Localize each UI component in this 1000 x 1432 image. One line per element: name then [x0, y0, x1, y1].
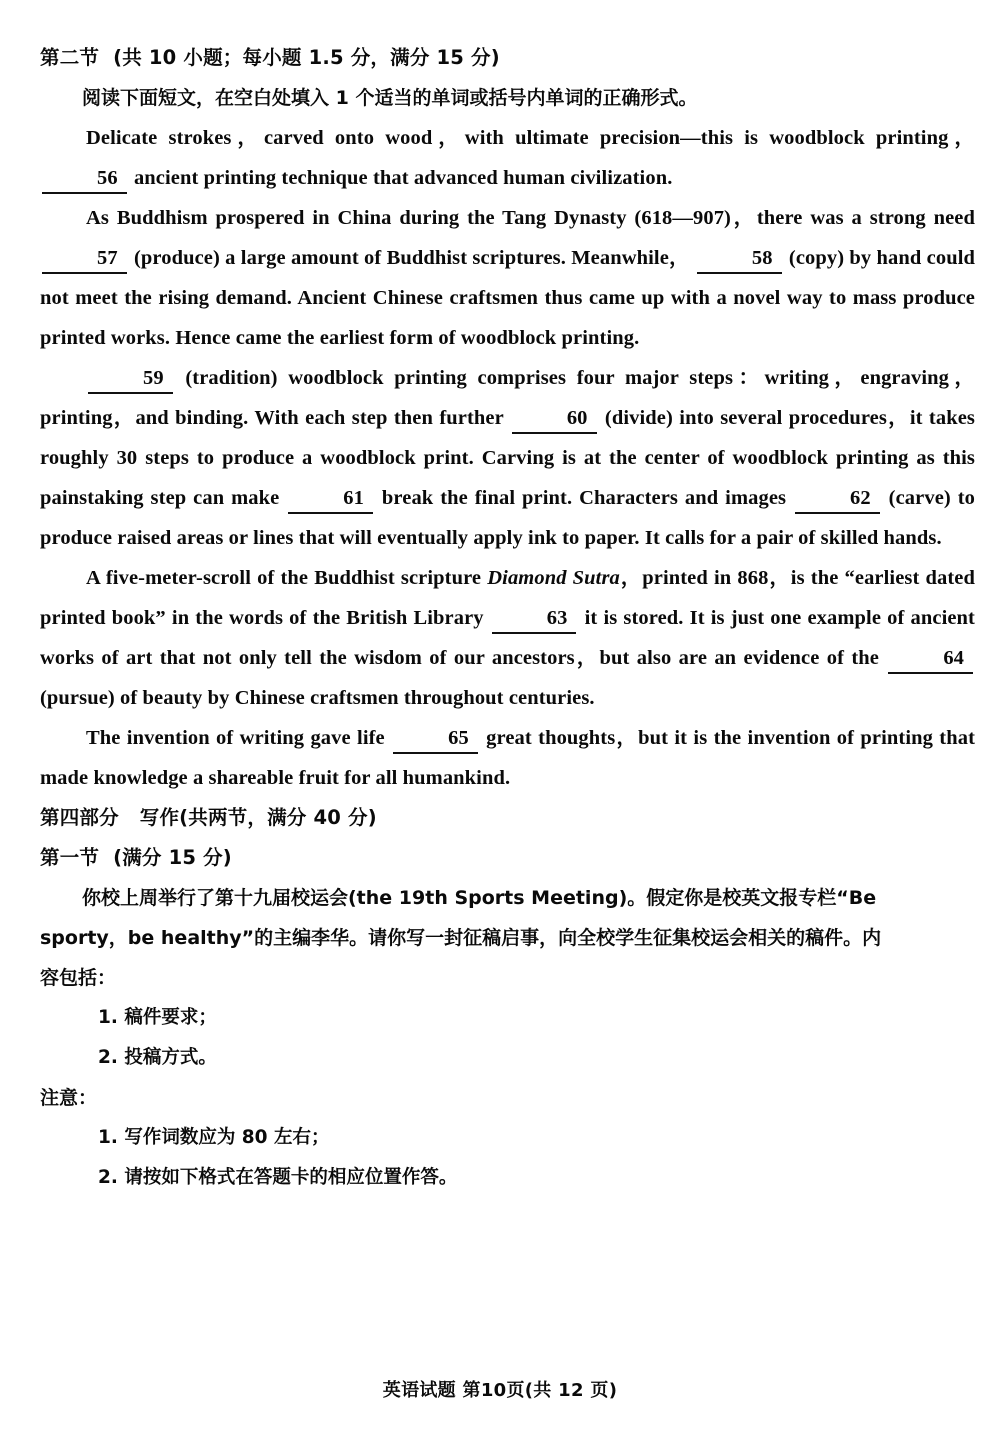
cloze-p3-text-2: (divide) into several procedures，it takes roughly 30 steps to produce a woodblock print. Carving is at the center of woodblock printing as this painstaking step can make [40, 407, 975, 509]
cloze-paragraph-2-text [40, 198, 975, 358]
cloze-p2-text-1: As Buddhism prospered in China during the Tang Dynasty (618—907)，there was a strong need [86, 207, 975, 229]
cloze-p3-text-4: (carve) to produce raised areas or lines that will eventually apply ink to paper. It calls for a pair of skilled hands. [40, 487, 976, 549]
section-four-heading: 第四部分 写作(共两节，满分 40 分) [40, 806, 377, 829]
cloze-paragraph-2 [40, 198, 975, 358]
writing-notes-label: 注意： [40, 1087, 98, 1109]
writing-note-2: 2. 请按如下格式在答题卡的相应位置作答。 [98, 1167, 458, 1188]
cloze-blank-56[interactable]: 56 [42, 164, 127, 194]
cloze-blank-59[interactable]: 59 [88, 364, 173, 394]
cloze-p2-text-2: (produce) a large amount of Buddhist scriptures. Meanwhile， [133, 247, 690, 269]
page-footer: 英语试题 第10页(共 12 页) [382, 1380, 618, 1401]
cloze-blank-58[interactable]: 58 [697, 244, 782, 274]
cloze-paragraph-3-text [40, 358, 975, 558]
cloze-paragraph-5-text [40, 718, 975, 798]
cloze-p5-text-1: The invention of writing gave life [86, 727, 385, 749]
cloze-p3-text-1: (tradition) woodblock printing comprises four major steps：writing，engraving，printing，and binding. With each step then further [40, 367, 975, 429]
section-four-subsection-heading: 第一节 (满分 15 分) [40, 846, 232, 869]
cloze-blank-64[interactable]: 64 [888, 644, 973, 674]
cloze-p4-text-4: (pursue) of beauty by Chinese craftsmen throughout centuries. [40, 687, 595, 709]
cloze-paragraph-1-text [40, 118, 975, 198]
cloze-p1-text-before: Delicate strokes，carved onto wood，with ultimate precision—this is woodblock printing， [86, 127, 975, 149]
writing-note-1: 1. 写作词数应为 80 左右； [98, 1127, 330, 1148]
writing-requirement-1: 1. 稿件要求； [98, 1007, 217, 1028]
cloze-paragraph-4-text [40, 558, 975, 718]
cloze-p3-text-3: break the final print. Characters and images [381, 487, 787, 509]
cloze-paragraph-3 [40, 358, 975, 558]
cloze-paragraph-1 [40, 118, 975, 198]
section-two-heading: 第二节 (共 10 小题；每小题 1.5 分，满分 15 分) [40, 46, 500, 69]
cloze-p4-text-2: ，printed in 868，is the “earliest dated printed book” in the words of the British Library [40, 567, 976, 629]
book-title-diamond-sutra: Diamond Sutra [487, 567, 620, 589]
cloze-paragraph-4 [40, 558, 975, 718]
cloze-blank-65[interactable]: 65 [393, 724, 478, 754]
cloze-blank-57[interactable]: 57 [42, 244, 127, 274]
cloze-p1-text-after: ancient printing technique that advanced human civilization. [133, 167, 673, 189]
cloze-p5-text-2: great thoughts，but it is the invention of printing that made knowledge a shareable fruit for all humankind. [40, 727, 976, 789]
section-two-instruction: 阅读下面短文，在空白处填入 1 个适当的单词或括号内单词的正确形式。 [82, 87, 698, 109]
writing-prompt-line-1: 你校上周举行了第十九届校运会(the 19th Sports Meeting)。假定你是校英文报专栏“Be [82, 887, 877, 909]
writing-prompt-line-3: 容包括： [40, 967, 117, 989]
cloze-blank-62[interactable]: 62 [795, 484, 880, 514]
writing-requirement-2: 2. 投稿方式。 [98, 1047, 217, 1068]
cloze-p4-text-3: it is stored. It is just one example of ancient works of art that not only tell the wisdom of our ancestors，but also are an evidence of the [40, 607, 975, 669]
cloze-blank-61[interactable]: 61 [288, 484, 373, 514]
cloze-p4-text-1: A five-meter-scroll of the Buddhist scripture [86, 567, 482, 589]
writing-prompt-line-2: sporty，be healthy”的主编李华。请你写一封征稿启事，向全校学生征集校运会相关的稿件。内 [40, 927, 882, 949]
cloze-blank-63[interactable]: 63 [492, 604, 577, 634]
cloze-paragraph-5 [40, 718, 975, 798]
cloze-blank-60[interactable]: 60 [512, 404, 597, 434]
cloze-p2-text-3: (copy) by hand could not meet the rising demand. Ancient Chinese craftsmen thus came up with a novel way to mass produce printed works. Hence came the earliest form of woodblock printing. [40, 247, 976, 349]
